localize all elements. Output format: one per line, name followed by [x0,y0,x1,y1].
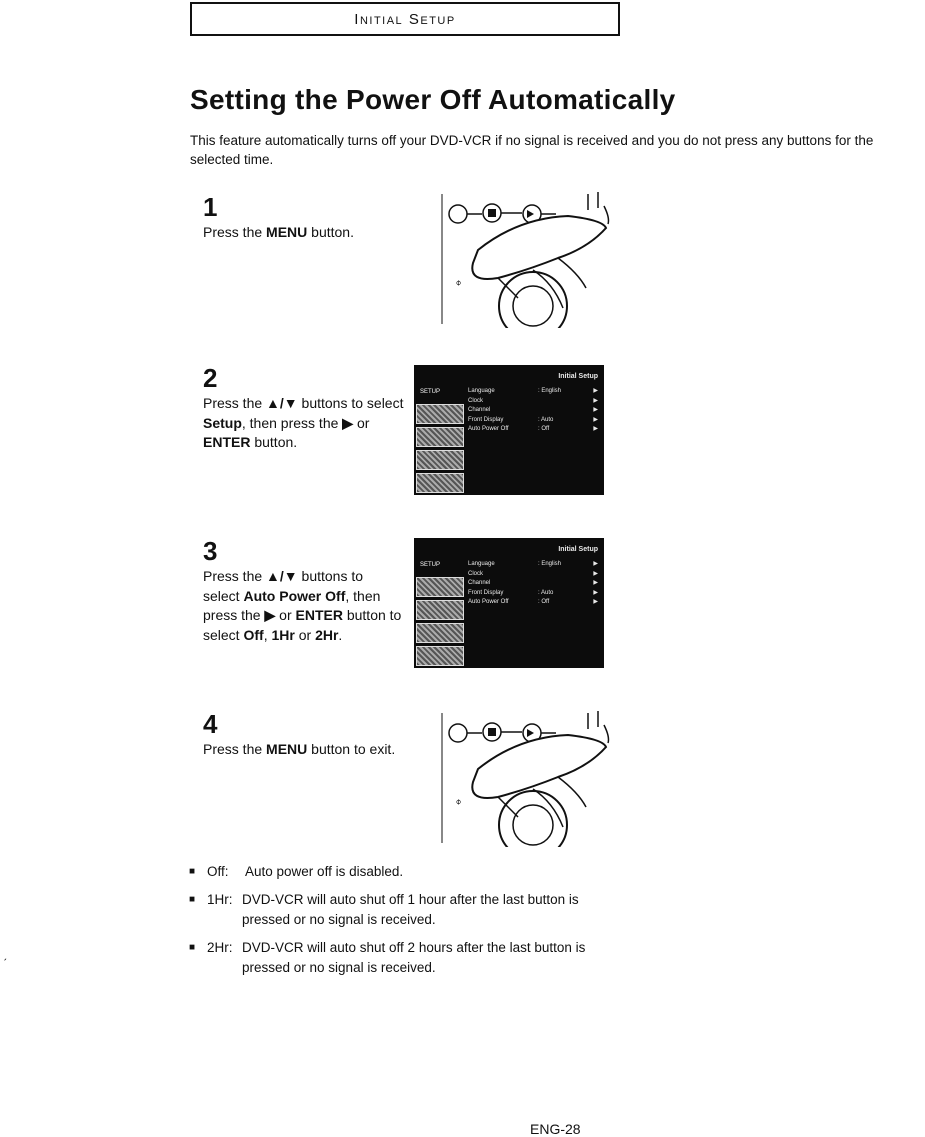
osd-sidebar [416,383,464,491]
page-title: Setting the Power Off Automatically [190,84,676,115]
intro-paragraph: This feature automatically turns off your DVD-VCR if no signal is received and you do not press any buttons for the selected time. [190,133,874,167]
osd-menu-item [468,560,598,570]
step-2 [203,364,413,453]
step-text-run: or [353,414,370,431]
svg-text:⌀: ⌀ [453,796,463,807]
osd-tab [416,450,464,470]
svg-text:⌀: ⌀ [453,277,463,288]
step-text-run: , [263,626,272,643]
osd-menu-item [468,416,598,426]
osd-arrow-icon: ▶ [593,407,598,413]
step-text-bold: ▶ [342,414,354,431]
step-text-run: button to exit. [307,741,396,757]
step-number: 2 [203,363,218,393]
osd-menu-value: : Off [538,426,550,432]
step-text-run: or [275,607,296,623]
osd-menu-value: : English [538,561,562,567]
osd-menu-item [468,579,598,589]
step-text-bold: ▲/▼ [266,568,298,584]
step-text-bold: Off [243,626,264,643]
step-text [203,394,413,453]
section-header: Initial Setup [190,2,620,36]
list-item [189,890,619,930]
note-key: Off: [207,864,229,879]
bullet-icon: ■ [189,942,196,953]
osd-menu-item [468,406,598,416]
osd-tab [416,404,464,424]
step-text-run: , then press the [241,414,343,431]
note-desc: DVD-VCR will auto shut off 1 hour after the last button is pressed or no signal is received. [242,892,579,927]
osd-tab [416,427,464,447]
osd-menu-value [538,406,578,416]
step-number: 4 [203,709,218,739]
step-text-run: button. [307,224,354,240]
osd-tab [416,646,464,666]
step-text-run: . [338,626,343,643]
osd-setup-screen [414,365,604,495]
osd-arrow-icon: ▶ [593,589,598,596]
osd-menu-value: : Auto [538,589,554,596]
step-text-run: Press the [203,224,267,240]
step-number: 3 [203,536,218,566]
osd-arrow-icon: ▶ [593,599,598,605]
osd-title: Initial Setup [558,546,598,553]
osd-sidebar [416,556,464,664]
osd-arrow-icon: ▶ [593,397,598,404]
osd-menu [468,387,598,435]
step-text [203,223,423,243]
osd-tab [416,473,464,493]
osd-menu-label: Auto Power Off [468,599,509,605]
list-item [189,938,619,978]
note-desc: Auto power off is disabled. [245,864,404,879]
bullet-icon: ■ [189,894,196,905]
page-number: ENG-28 [530,1121,581,1137]
step-text-bold: 1Hr [271,626,295,643]
osd-setup-tab: SETUP [416,556,464,574]
step-text-bold: ▶ [264,607,276,623]
osd-menu-value: : Auto [538,416,554,423]
bullet-icon: ■ [189,866,196,877]
step-text-bold: Auto Power Off [243,587,346,604]
note-key: 2Hr: [207,940,233,955]
osd-menu-label: Front Display [468,589,504,596]
step-text-bold: ▲/▼ [266,395,298,411]
step-text-run: or [294,626,316,643]
step-1 [203,193,423,243]
osd-menu-label: Front Display [468,416,504,423]
stray-mark: ˏ [3,947,7,961]
osd-tab [416,600,464,620]
osd-setup-tab: SETUP [416,383,464,401]
osd-menu-value [538,570,578,580]
step-text [203,740,423,760]
osd-menu-value: : Off [538,599,550,605]
step-text-run: buttons to select [297,395,404,411]
step-text-bold: 2Hr [315,626,339,643]
osd-title: Initial Setup [558,373,598,380]
osd-menu-label: Language [468,388,495,394]
note-desc: DVD-VCR will auto shut off 2 hours after the last button is pressed or no signal is received. [242,940,586,975]
osd-menu-value: : English [538,388,562,394]
osd-menu-item [468,589,598,599]
remote-menu-illustration [438,188,613,328]
osd-menu-item [468,425,598,435]
osd-arrow-icon: ▶ [593,570,598,577]
osd-menu-value [538,579,578,589]
osd-arrow-icon: ▶ [593,416,598,423]
step-text-run: button. [250,434,298,450]
osd-menu-label: Channel [468,580,491,586]
osd-auto-power-screen [414,538,604,668]
step-4 [203,710,423,760]
notes-list [189,862,619,986]
step-3 [203,537,403,645]
remote-menu-exit-illustration [438,707,613,847]
step-text-run: Press the [203,741,267,757]
step-text-bold: MENU [266,224,308,240]
step-text-bold: Setup [203,414,242,431]
osd-menu-value [538,397,578,407]
osd-menu [468,560,598,608]
step-text-run: , then press the [203,587,381,623]
list-item [189,862,619,882]
osd-menu-item [468,397,598,407]
note-key: 1Hr: [207,892,233,907]
osd-menu-label: Clock [468,397,484,404]
osd-tab [416,623,464,643]
step-text-bold: ENTER [295,607,343,623]
osd-menu-item [468,387,598,397]
osd-menu-label: Clock [468,570,484,577]
step-text-run: Press the [203,568,267,584]
osd-menu-label: Auto Power Off [468,426,509,432]
step-text-bold: MENU [266,741,308,757]
osd-arrow-icon: ▶ [593,388,598,394]
osd-menu-label: Language [468,561,495,567]
osd-arrow-icon: ▶ [593,580,598,586]
step-text [203,567,403,645]
osd-menu-item [468,598,598,608]
osd-tab [416,577,464,597]
osd-menu-label: Channel [468,407,491,413]
step-text-run: Press the [203,395,267,411]
step-text-run: button to select [203,607,402,643]
step-number: 1 [203,192,218,222]
step-text-run: buttons to select [203,568,364,604]
osd-arrow-icon: ▶ [593,561,598,567]
step-text-bold: ENTER [203,434,251,450]
osd-arrow-icon: ▶ [593,426,598,432]
osd-menu-item [468,570,598,580]
